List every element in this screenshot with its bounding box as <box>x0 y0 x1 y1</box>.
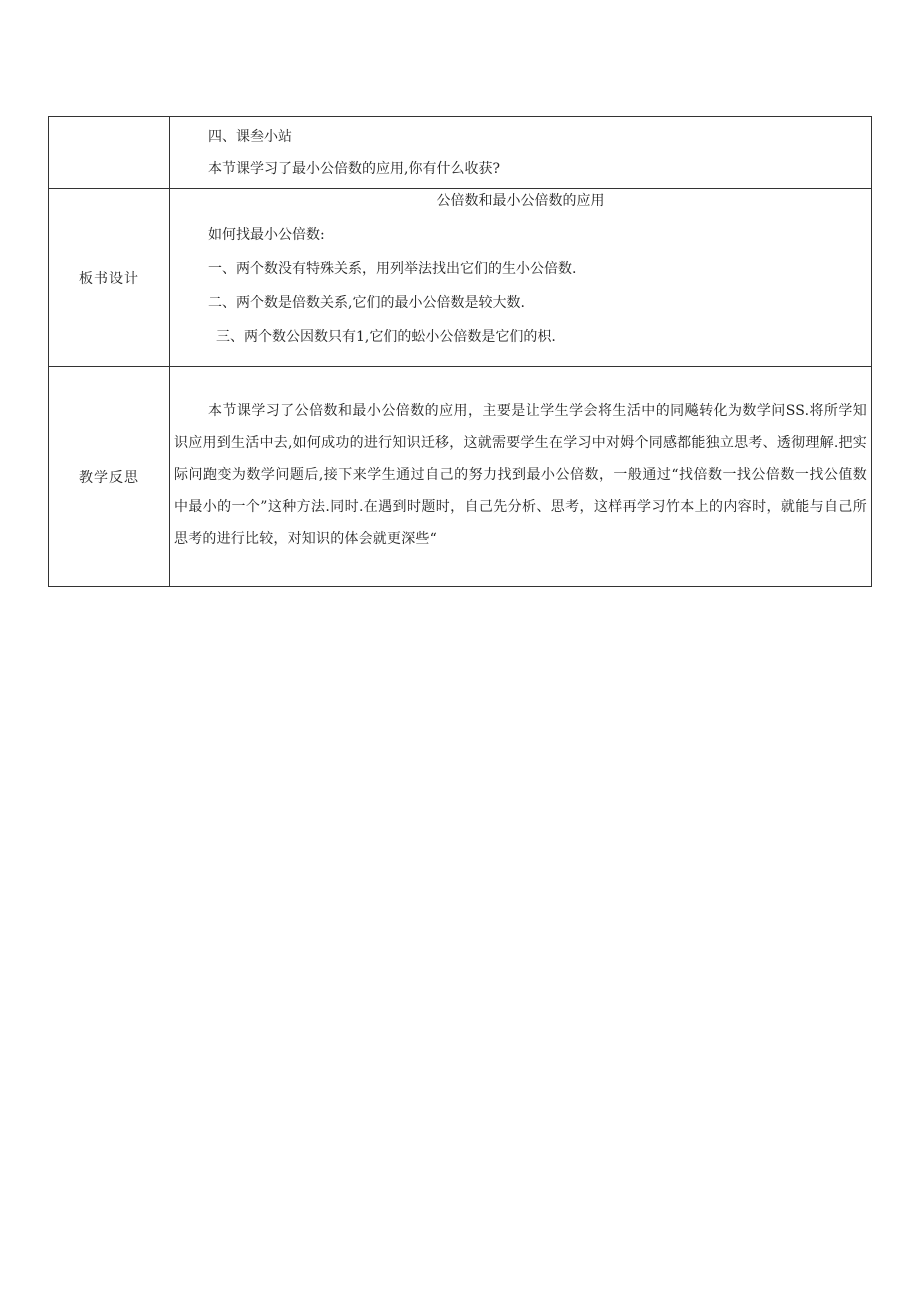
row-label: 板书设计 <box>49 189 170 367</box>
summary-question: 本节课学习了最小公倍数的应用,你有什么收获? <box>208 161 500 177</box>
board-design-cell <box>170 189 872 367</box>
table-row <box>49 189 872 367</box>
section-heading: 四、课叁小站 <box>208 129 292 145</box>
lesson-plan-table <box>48 116 872 587</box>
table-row <box>49 117 872 189</box>
reflection-cell <box>170 367 872 587</box>
board-line: 一、两个数没有特殊关系，用列举法找出它们的生小公倍数. <box>208 261 577 277</box>
reflection-paragraph: 本节课学习了公倍数和最小公倍数的应用，主要是让学生学会将生活中的同飚转化为数学问SS.将所学知识应用到生活中去,如何成功的进行知识迁移，这就需要学生在学习中对姆个同感都能独立思考、透彻理解.把实际问跑变为数学问题后,接下来学生通过自己的努力找到最小公倍数，一般通过“找倍数一找公倍数一找公值数中最小的一个”这种方法.同时.在遇到时题时，自己先分析、思考，这样再学习竹本上的内容时，就能与自己所思考的进行比较，对知识的体会就更深些“ <box>174 403 867 547</box>
table-row <box>49 367 872 587</box>
row-label: 教学反思 <box>49 367 170 587</box>
board-line: 三、两个数公因数只有1,它们的蚣小公倍数是它们的枳. <box>216 329 556 345</box>
class-summary-cell <box>170 117 872 189</box>
board-line: 二、两个数是倍数关系,它们的最小公倍数是较大数. <box>208 295 525 311</box>
row-label <box>49 117 170 189</box>
board-line: 如何找最小公倍数: <box>208 227 325 243</box>
board-title: 公倍数和最小公倍数的应用 <box>436 193 605 209</box>
